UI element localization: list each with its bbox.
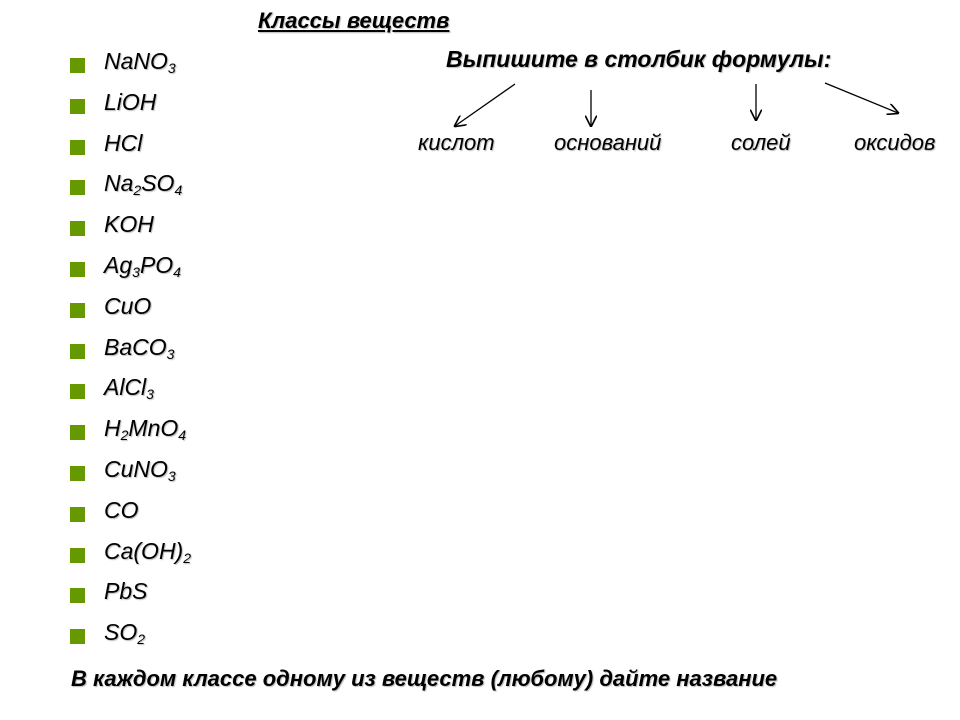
bullet-square-icon [70,629,85,644]
formula-text: HCl [104,129,143,156]
arrow-to-acids [455,84,515,126]
chemical-formula [104,415,186,442]
chemical-formula [104,374,154,401]
chemical-formula [104,334,174,361]
chemical-formula [104,48,176,75]
chemical-formula [104,293,151,320]
formula-text: PbS [104,578,148,605]
formula-text: SO [141,170,175,197]
category-oxides: оксидов [854,130,936,155]
chemical-formula [104,578,147,605]
formula-text: AlCl [104,374,147,401]
formula-text: Ag [104,252,133,278]
bullet-square-icon [70,588,85,603]
formula-subscript: 2 [137,631,146,648]
formula-text: NaNO [104,48,168,74]
bullet-square-icon [70,384,85,399]
arrow-to-oxides [825,83,898,113]
chemical-formula [104,538,191,565]
formula-text: BaCO [104,333,167,360]
bullet-square-icon [70,425,85,440]
formula-subscript: 2 [120,427,129,444]
chemical-formula [104,456,176,483]
category-bases: оснований [554,130,662,155]
formula-text: PO [139,252,174,278]
formula-subscript: 4 [178,427,187,444]
formula-text: CO [104,496,139,523]
bullet-square-icon [70,221,85,236]
chemical-formula [104,619,145,646]
bullet-square-icon [70,466,85,481]
formula-subscript: 3 [146,386,154,403]
chemical-formula [104,211,154,238]
chemical-formula [104,252,181,279]
formula-text: Ca(OH) [104,537,184,564]
bullet-square-icon [70,507,85,522]
formula-text: KOH [104,211,154,238]
formula-subscript: 3 [132,264,140,280]
formula-text: CuO [104,292,152,319]
bullet-square-icon [70,140,85,155]
chemical-formula [104,130,142,157]
formula-subscript: 4 [173,264,181,280]
formula-text: CuNO [104,456,168,482]
formula-subscript: 3 [167,60,176,76]
chemical-formula [104,89,156,116]
bullet-square-icon [70,99,85,114]
chemical-formula [104,497,139,524]
formula-text: SO [104,619,138,646]
bullet-square-icon [70,180,85,195]
category-acids: кислот [418,130,495,155]
bullet-square-icon [70,548,85,563]
bullet-square-icon [70,58,85,73]
formula-subscript: 3 [166,345,175,362]
slide-title: Классы веществ [258,8,450,33]
formula-subscript: 2 [183,549,192,566]
formula-text: MnO [128,415,179,442]
bullet-square-icon [70,344,85,359]
formula-subscript: 4 [174,182,183,199]
bullet-square-icon [70,262,85,277]
bullet-square-icon [70,303,85,318]
footer-task: В каждом классе одному из веществ (любому) дайте название [71,666,778,691]
category-salts: солей [731,130,791,155]
formula-text: LiOH [104,88,157,115]
instruction-text: Выпишите в столбик формулы: [446,46,832,72]
formula-text: H [104,415,121,442]
formula-subscript: 2 [133,182,142,199]
formula-subscript: 3 [167,468,176,484]
chemical-formula [104,170,182,197]
formula-text: Na [104,170,134,197]
